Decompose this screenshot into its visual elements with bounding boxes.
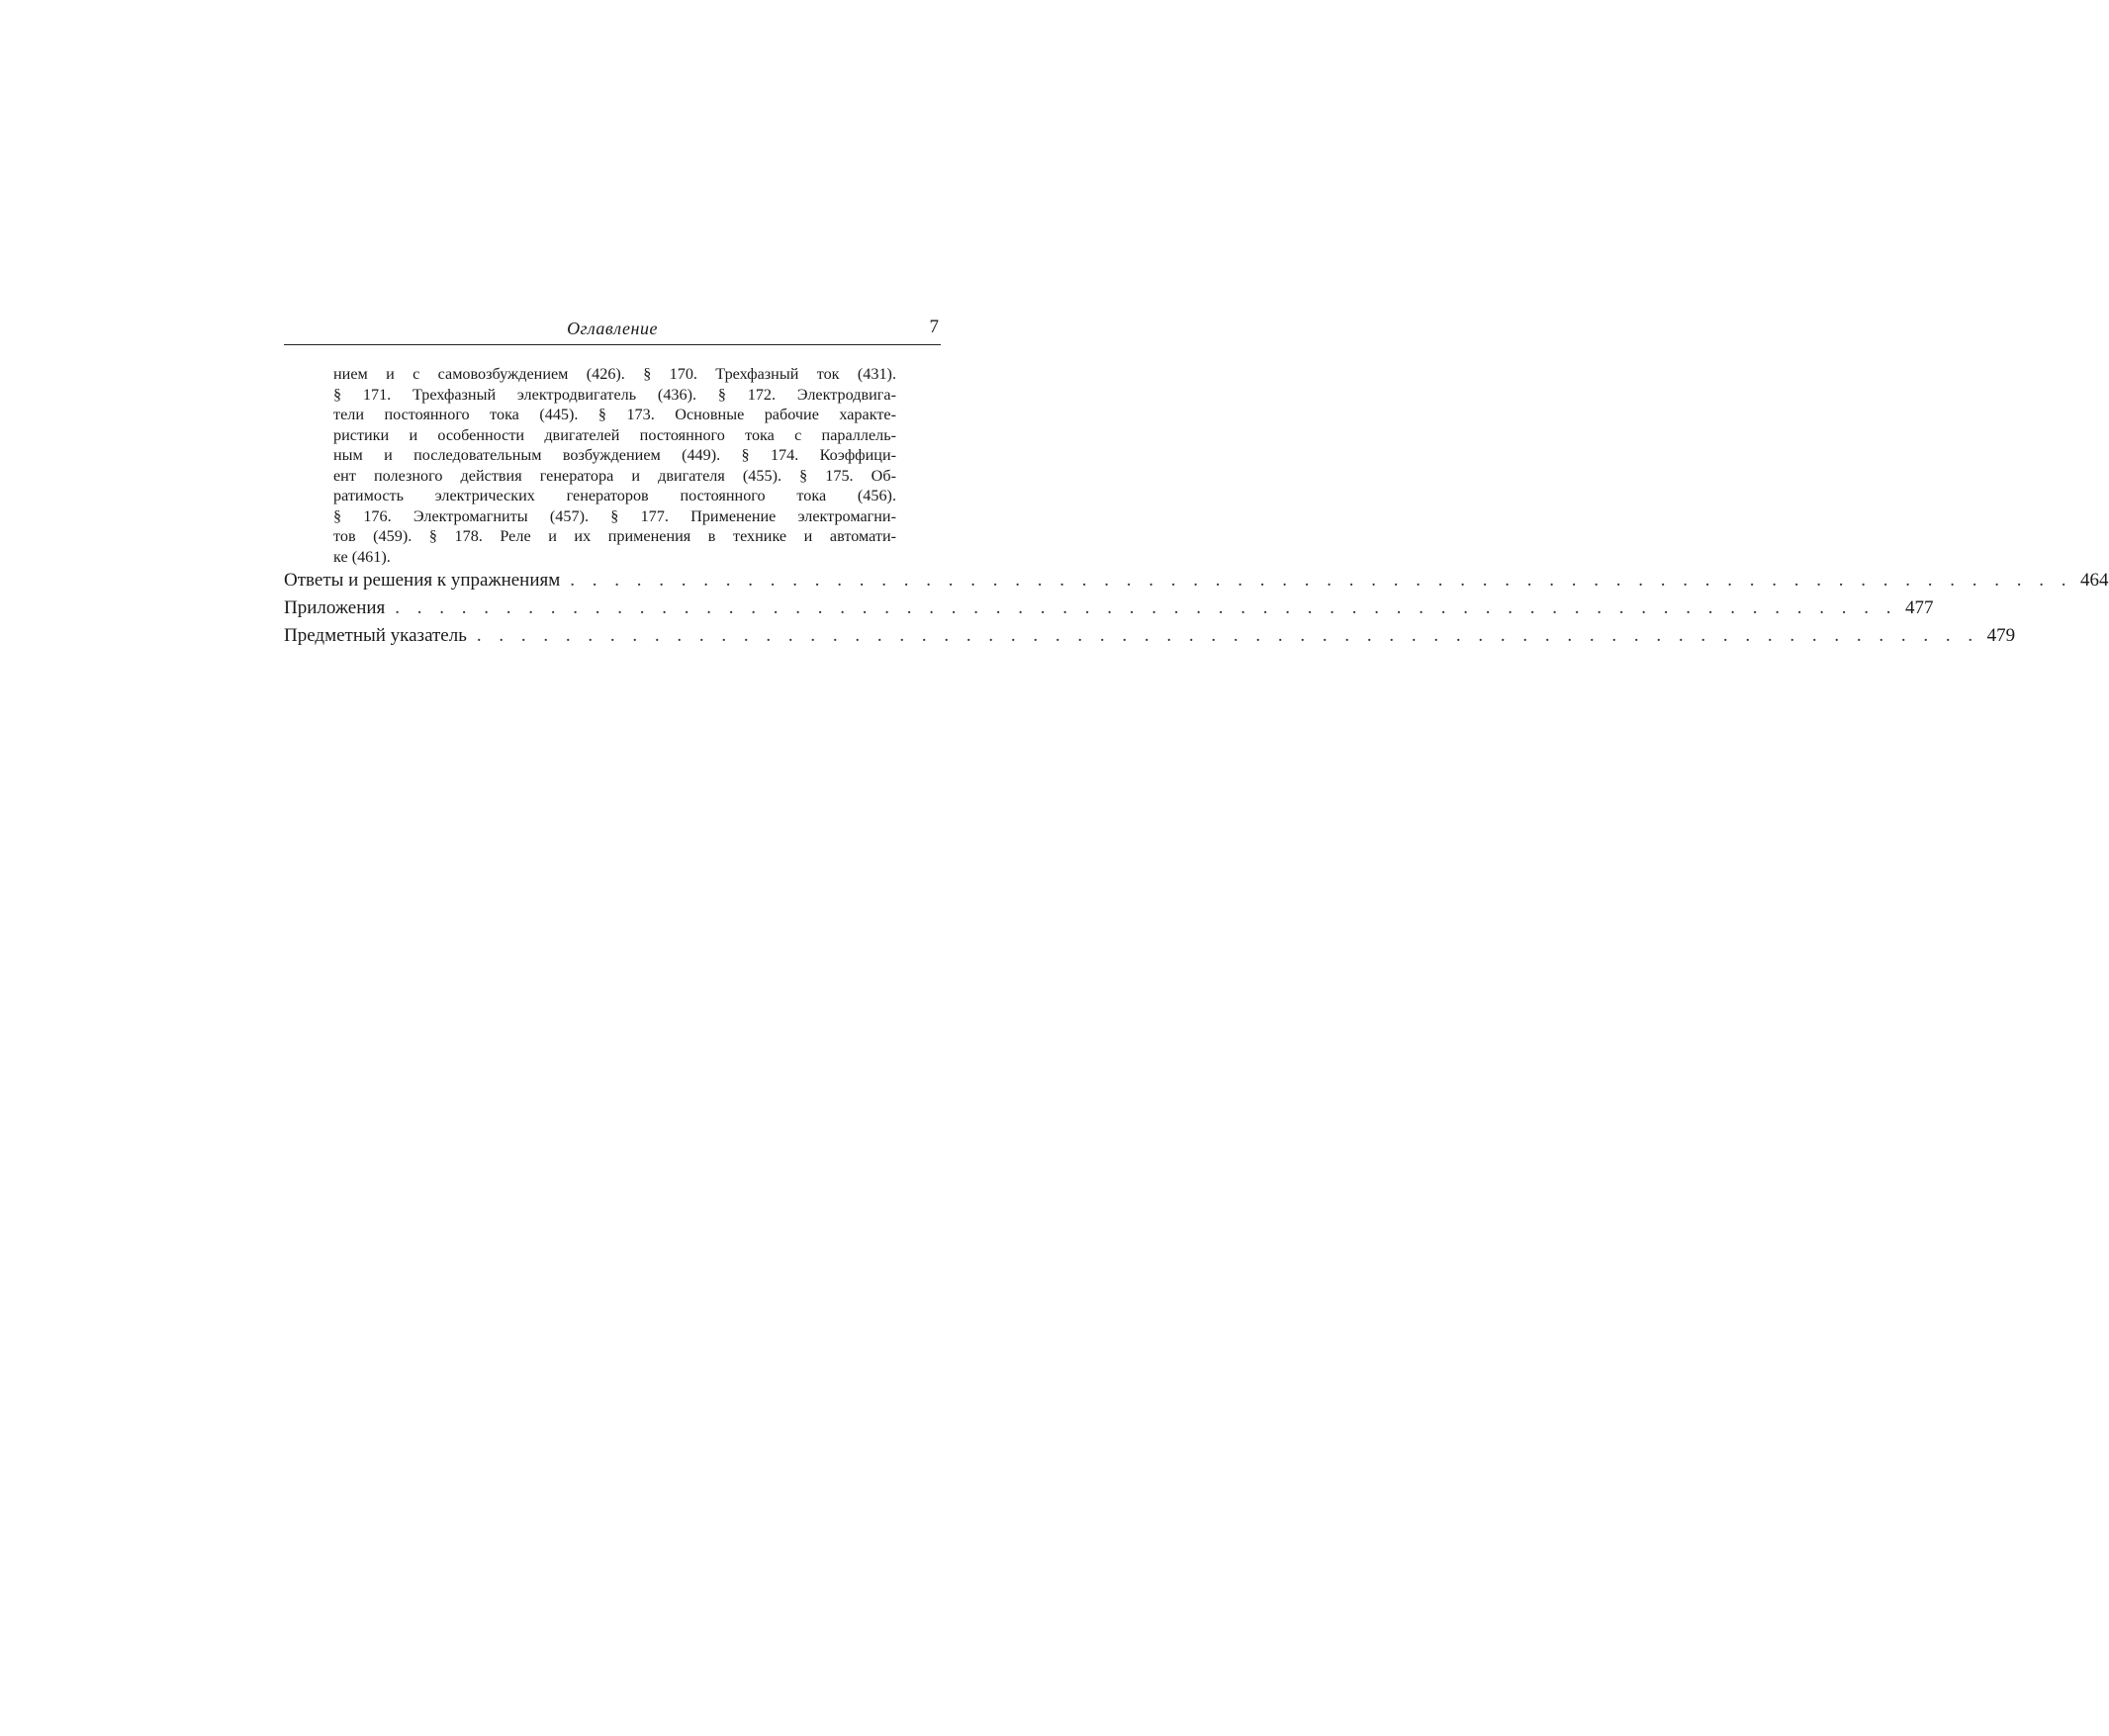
- dot-leader: . . . . . . . . . . . . . . . . . . . . . . . . . . . . . . . . . . . . . . . . . . . . . . . . . . . . . . . . . . . . . . . . . . . .: [395, 597, 1898, 618]
- subsection-line: ент полезного действия генератора и двигателя (455). § 175. Об-: [333, 466, 896, 485]
- toc-entry-page: 464: [2080, 570, 2109, 591]
- running-header: [284, 315, 941, 345]
- subsection-line: ратимость электрических генераторов постоянного тока (456).: [333, 487, 896, 504]
- toc-entry-subject-index[interactable]: [284, 622, 2016, 650]
- header-title: Оглавление: [567, 319, 658, 338]
- subsection-line: тели постоянного тока (445). § 173. Основные рабочие характе-: [333, 406, 896, 423]
- toc-entry-page: 477: [1905, 597, 1934, 618]
- toc-entry-title: Приложения: [284, 597, 386, 618]
- subsection-line: § 171. Трехфазный электродвигатель (436). § 172. Электродвига-: [333, 385, 896, 404]
- subsection-line: ристики и особенности двигателей постоянного тока с параллель-: [333, 425, 896, 444]
- subsection-line: § 176. Электромагниты (457). § 177. Применение электромагни-: [333, 506, 896, 525]
- toc-entry-answers[interactable]: [284, 567, 2109, 594]
- table-of-contents: [284, 364, 2109, 650]
- subsection-line: ным и последовательным возбуждением (449). § 174. Коэффици-: [333, 446, 896, 464]
- toc-entry-appendices[interactable]: [284, 594, 1934, 622]
- dot-leader: . . . . . . . . . . . . . . . . . . . . . . . . . . . . . . . . . . . . . . . . . . . . . . . . . . . . . . . . . . . . . . . . . . . .: [476, 625, 1979, 646]
- dot-leader: . . . . . . . . . . . . . . . . . . . . . . . . . . . . . . . . . . . . . . . . . . . . . . . . . . . . . . . . . . . . . . . . . . . .: [570, 570, 2073, 591]
- subsection-list: [333, 364, 896, 567]
- toc-entry-title: Ответы и решения к упражнениям: [284, 570, 561, 591]
- subsection-line: нием и с самовозбуждением (426). § 170. Трехфазный ток (431).: [333, 365, 896, 383]
- subsection-line: ке (461).: [333, 547, 391, 566]
- subsection-line: тов (459). § 178. Реле и их применения в технике и автомати-: [333, 527, 896, 545]
- header-page-number: 7: [929, 317, 939, 337]
- toc-entry-page: 479: [1986, 625, 2016, 646]
- toc-entry-title: Предметный указатель: [284, 625, 467, 646]
